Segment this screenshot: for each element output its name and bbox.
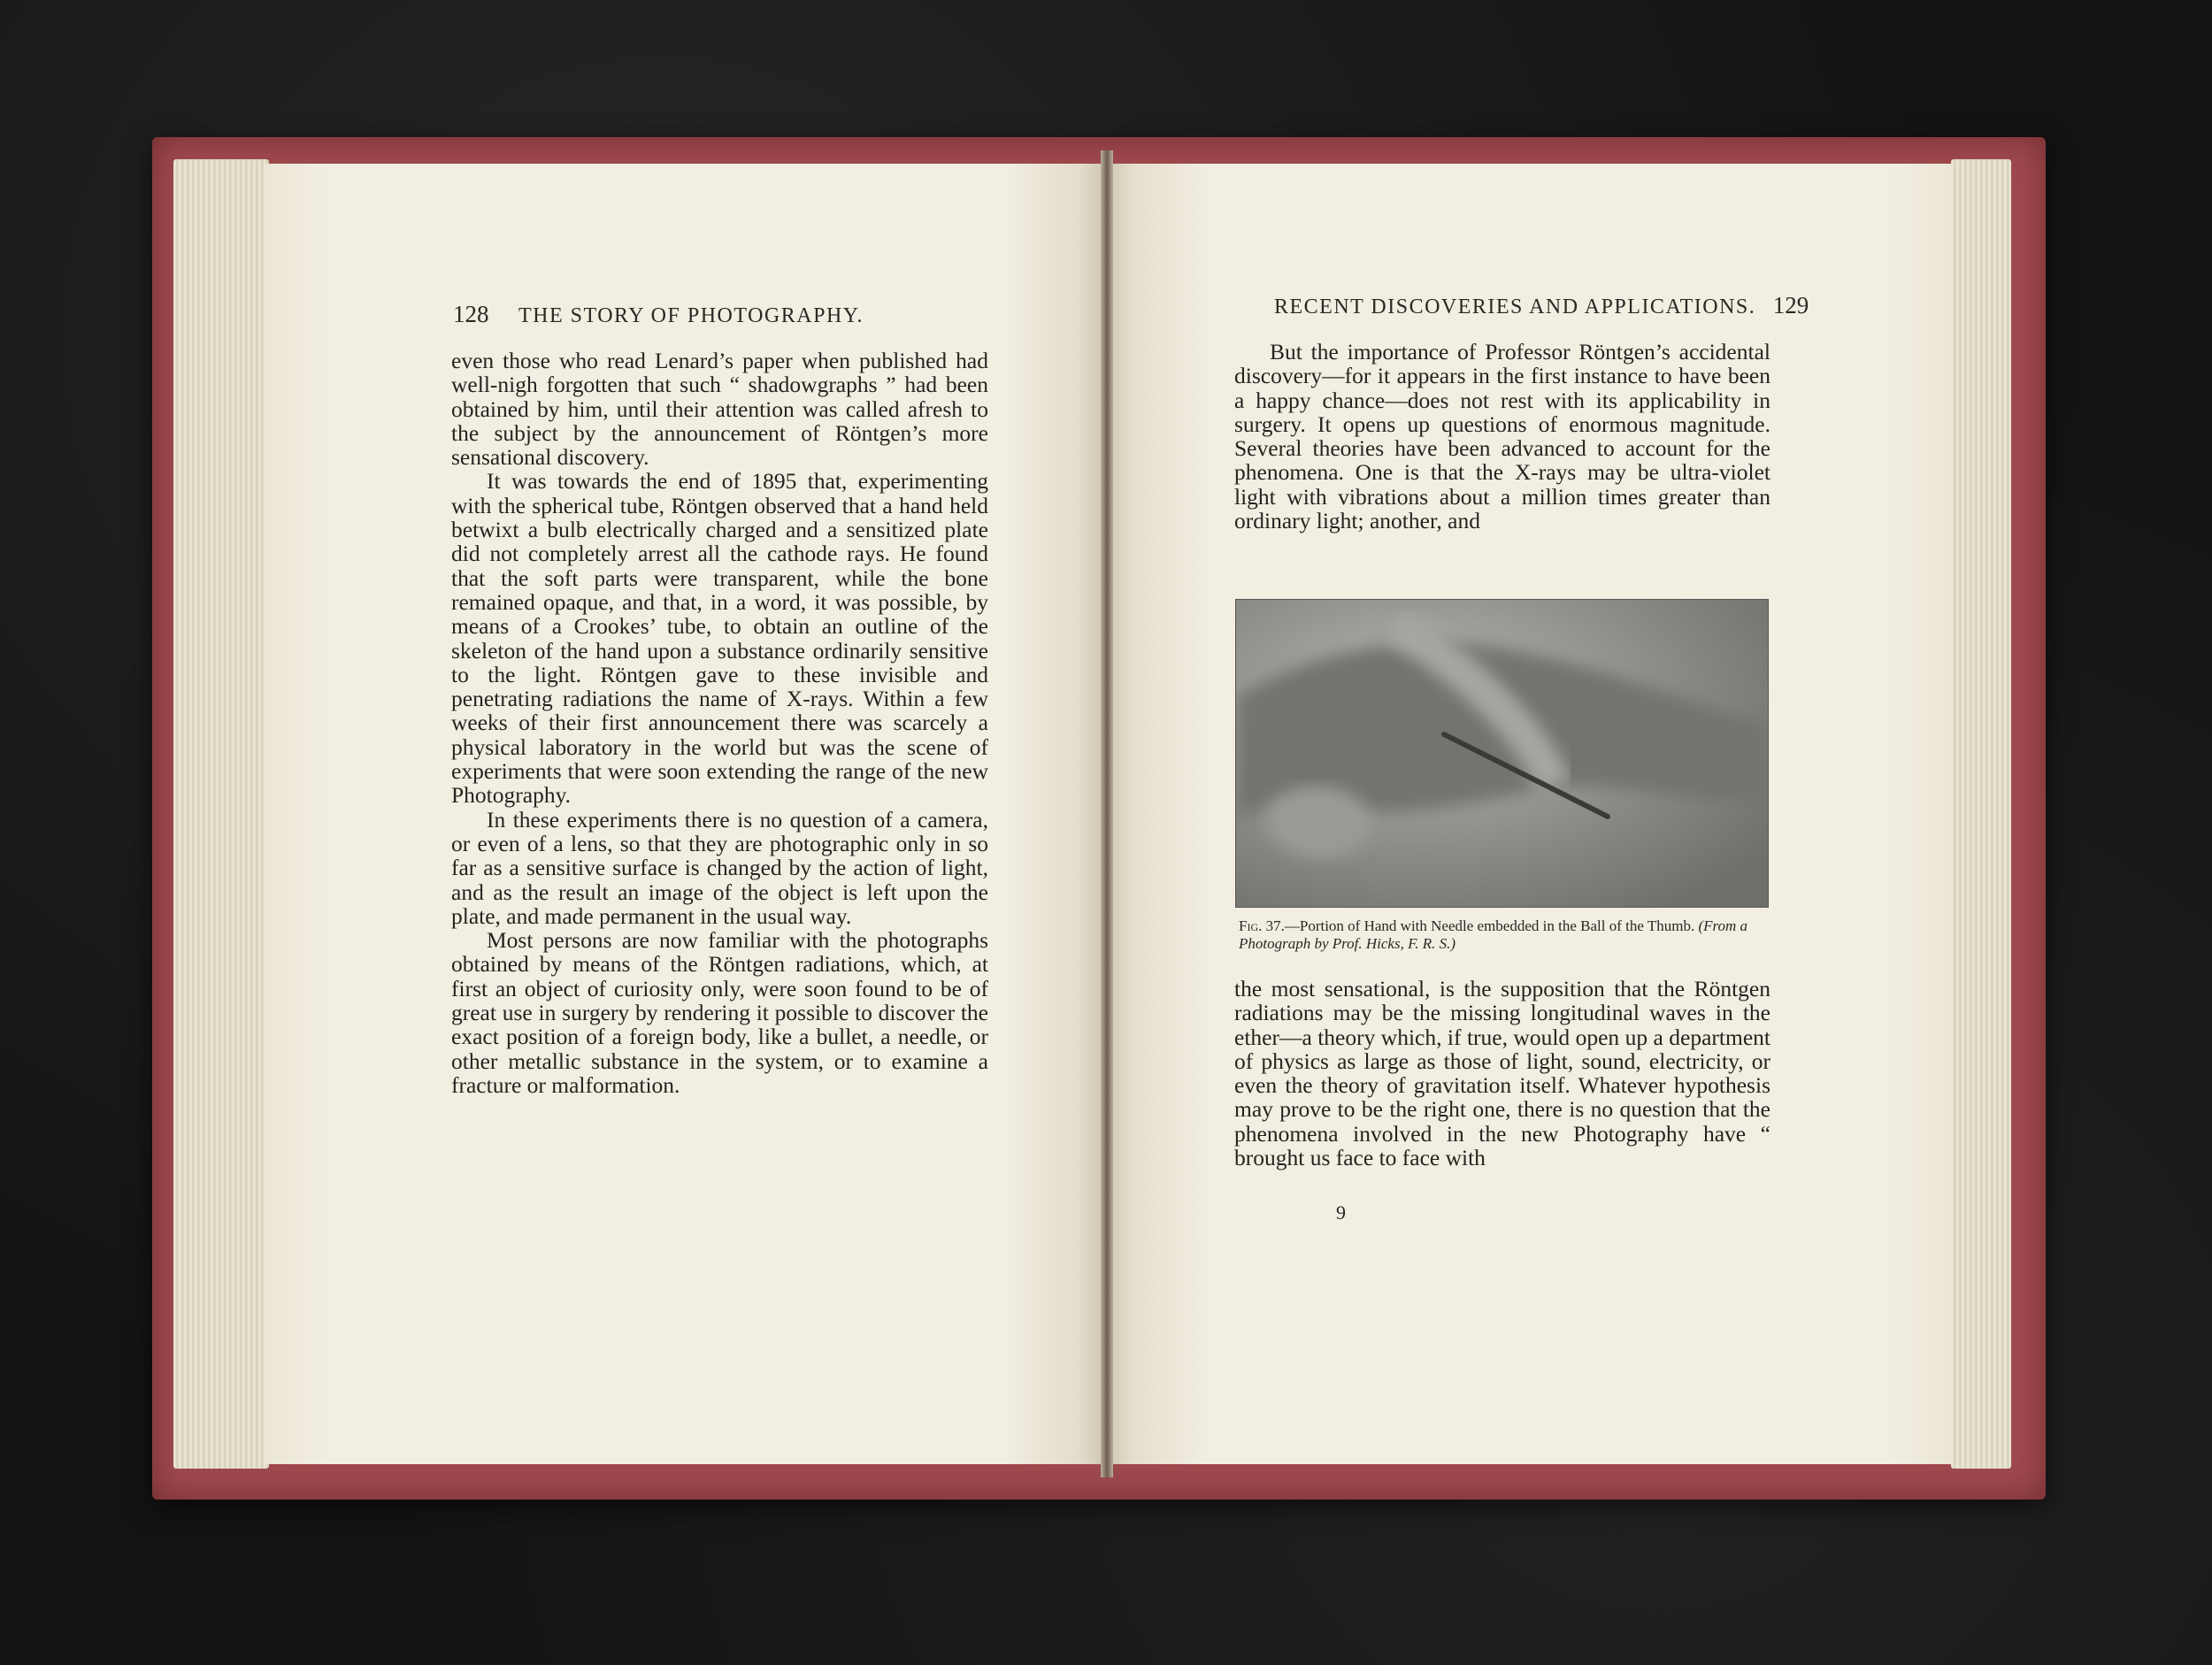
figure-credit: (From a Photograph by Prof. Hicks, F. R. S.) bbox=[1239, 917, 1748, 952]
right-running-title: RECENT DISCOVERIES AND APPLICATIONS. bbox=[1274, 295, 1756, 318]
paragraph: But the importance of Professor Röntgen’s accidental discovery—for it appears in the first instance to have been a happy chance—does not rest with its applicability in surgery. It opens up questions of enormous magnitude. Several theories have been advanced to account for the phenomena. One is that the X-rays may be ultra-violet light with vibrations about a million times greater than ordinary light; another, and bbox=[1234, 339, 1770, 534]
figure-label: Fig. 37. bbox=[1239, 917, 1285, 934]
paragraph: even those who read Lenard’s paper when published had well-nigh forgotten that such “ shadowgraphs ” had been obtained by him, until their attention was called afresh to the subject by the announcement of Röntgen’s more sensational discovery. bbox=[451, 348, 988, 471]
left-running-title: THE STORY OF PHOTOGRAPHY. bbox=[518, 304, 864, 327]
book-gutter bbox=[1101, 150, 1113, 1477]
left-running-head bbox=[453, 301, 864, 328]
paragraph: Most persons are now familiar with the photographs obtained by means of the Röntgen radiations, which, at first an object of curiosity only, were soon found to be of great use in surgery by rendering it possible to discover the exact position of a foreign body, like a bullet, a needle, or other metallic substance in the system, or to examine a fracture or malformation. bbox=[451, 927, 988, 1098]
figure-caption-text: —Portion of Hand with Needle embedded in the Ball of the Thumb. bbox=[1284, 917, 1695, 934]
signature-mark: 9 bbox=[1336, 1201, 1346, 1224]
right-page-number: 129 bbox=[1772, 292, 1809, 318]
right-body-text-top bbox=[1234, 340, 1770, 533]
left-body-text bbox=[451, 349, 988, 1097]
right-body-text-bottom bbox=[1234, 977, 1770, 1170]
paragraph: It was towards the end of 1895 that, experimenting with the spherical tube, Röntgen observed that a hand held betwixt a bulb electrically charged and a sensitized plate did not completely arrest all the cathode rays. He found that the soft parts were transparent, while the bone remained opaque, and that, in a word, it was possible, by means of a Crookes’ tube, to obtain an outline of the skeleton of the hand upon a substance ordinarily sensitive to the light. Röntgen gave to these invisible and penetrating radiations the name of X-rays. Within a few weeks of their first announcement there was scarcely a physical laboratory in the world but was the scene of experiments that were soon extending the range of the new Photography. bbox=[451, 468, 988, 809]
paragraph: the most sensational, is the supposition that the Röntgen radiations may be the missing longitudinal waves in the ether—a theory which, if true, would open up a department of physics as large as those of light, sound, electricity, or even the theory of gravitation itself. Whatever hypothesis may prove to be the right one, there is no question that the phenomena involved in the new Photography have “ brought us face to face with bbox=[1234, 976, 1770, 1171]
page-edges-left bbox=[173, 159, 269, 1469]
xray-hand-image bbox=[1236, 600, 1768, 907]
page-edges-right bbox=[1951, 159, 2011, 1469]
figure-caption bbox=[1239, 917, 1770, 953]
xray-figure bbox=[1235, 599, 1769, 908]
right-running-head bbox=[1274, 292, 1809, 319]
left-page-number: 128 bbox=[453, 301, 489, 327]
paragraph: In these experiments there is no question of a camera, or even of a lens, so that they are photographic only in so far as a sensitive surface is changed by the action of light, and as the result an image of the object is left upon the plate, and made permanent in the usual way. bbox=[451, 806, 988, 929]
